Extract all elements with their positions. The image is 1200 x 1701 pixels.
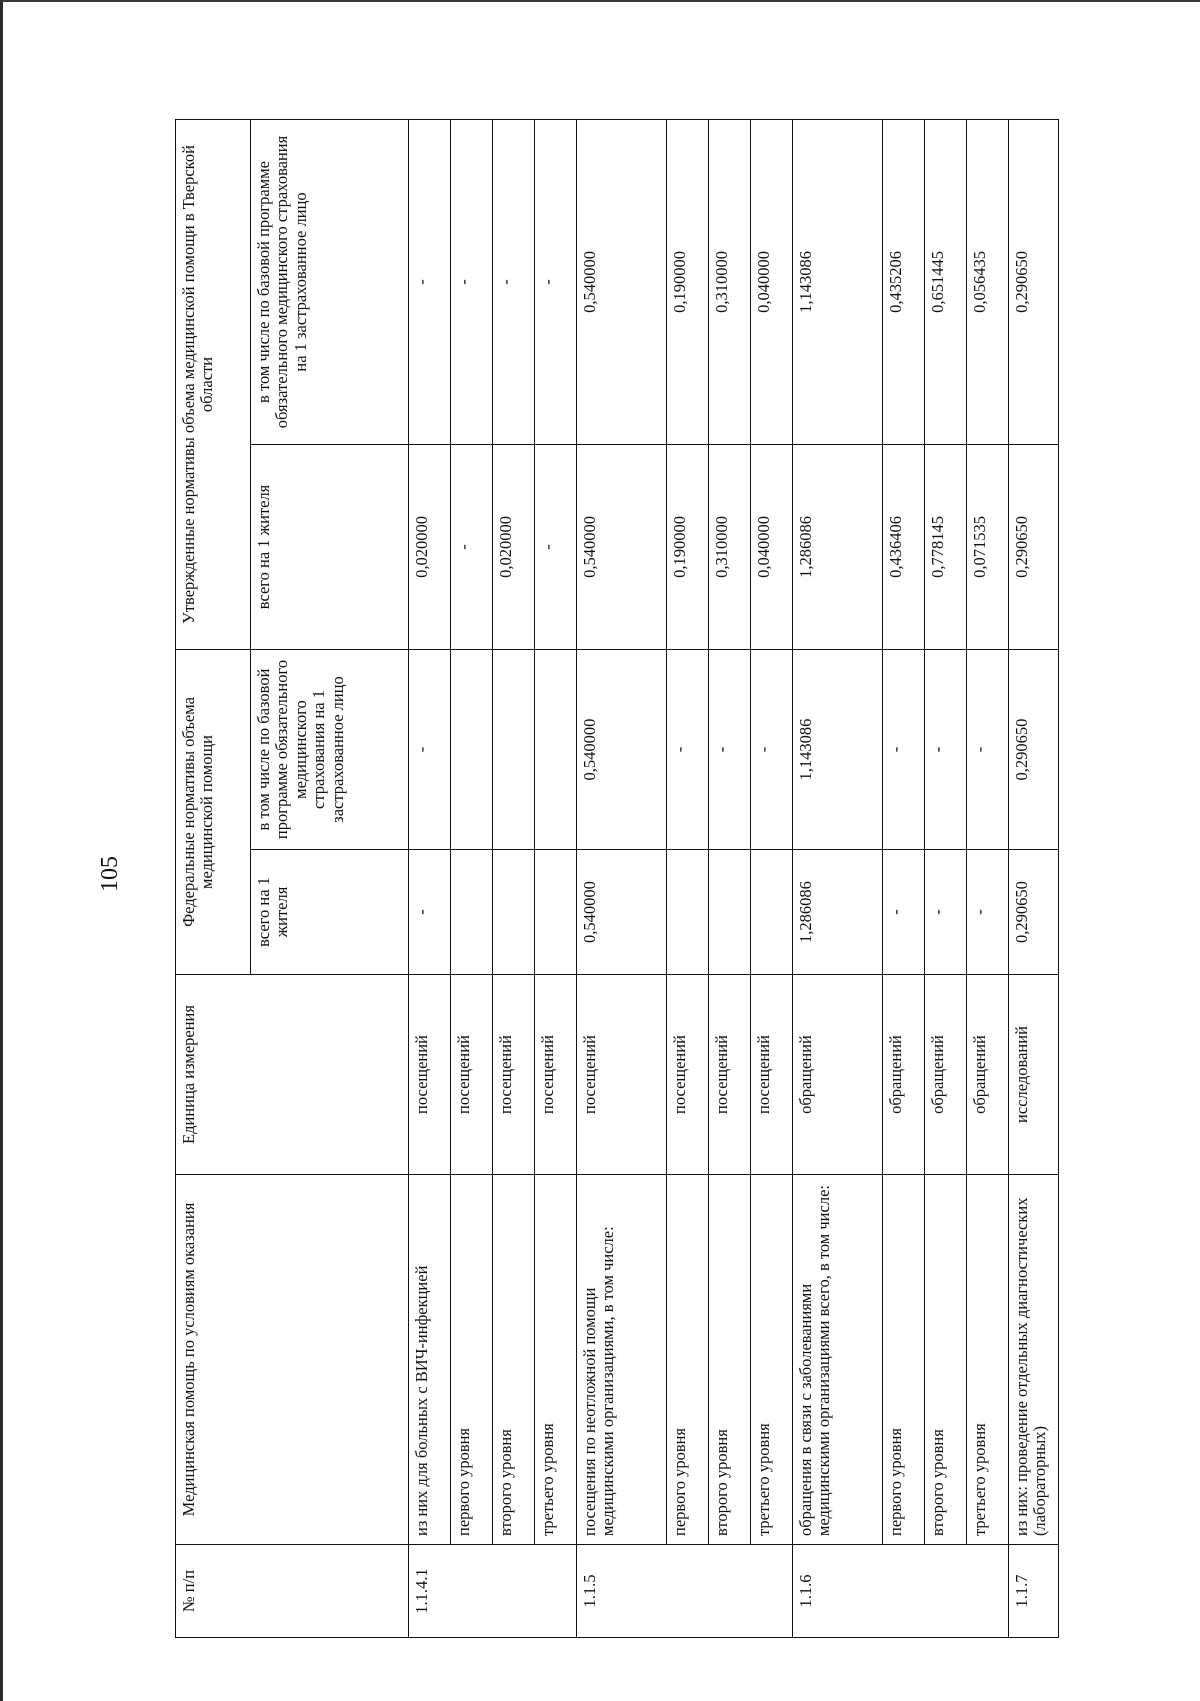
table-row — [493, 119, 535, 1637]
row-fed-oms: - — [667, 649, 709, 849]
row-unit: посещений — [535, 975, 577, 1175]
table-row — [883, 119, 925, 1637]
row-app-oms: 0,540000 — [577, 119, 667, 444]
row-unit: посещений — [667, 975, 709, 1175]
table-row — [709, 119, 751, 1637]
row-fed-oms: 0,290650 — [1009, 649, 1059, 849]
row-fed-oms: - — [883, 649, 925, 849]
table-row — [925, 119, 967, 1637]
row-name: из них для больных с ВИЧ-инфекцией — [409, 1175, 451, 1545]
row-name: из них: проведение отдельных диагностических (лабораторных) — [1009, 1175, 1059, 1545]
row-app-total: 0,540000 — [577, 444, 667, 649]
header-app-total: всего на 1 жителя — [251, 444, 409, 649]
row-unit: исследований — [1009, 975, 1059, 1175]
row-unit: посещений — [577, 975, 667, 1175]
header-fed-total: всего на 1 жителя — [251, 850, 409, 975]
row-app-oms: - — [535, 119, 577, 444]
row-app-total: 0,436406 — [883, 444, 925, 649]
row-app-total: 1,286086 — [793, 444, 883, 649]
row-app-oms: - — [409, 119, 451, 444]
scan-edge-top — [0, 0, 1200, 2]
row-name: второго уровня — [709, 1175, 751, 1545]
row-name: первого уровня — [667, 1175, 709, 1545]
table-row — [1009, 119, 1059, 1637]
row-name: третьего уровня — [751, 1175, 793, 1545]
row-unit: обращений — [967, 975, 1009, 1175]
row-app-oms: - — [451, 119, 493, 444]
table-row — [967, 119, 1009, 1637]
row-fed-oms: - — [409, 649, 451, 849]
row-fed-total — [709, 850, 751, 975]
row-unit: посещений — [709, 975, 751, 1175]
header-app-oms: в том числе по базовой программе обязательного медицинского страхования на 1 застрахованное лицо — [251, 119, 409, 444]
row-app-oms: 0,190000 — [667, 119, 709, 444]
row-app-oms: 0,310000 — [709, 119, 751, 444]
row-unit: обращений — [925, 975, 967, 1175]
row-name: второго уровня — [493, 1175, 535, 1545]
table-row — [751, 119, 793, 1637]
row-unit: посещений — [493, 975, 535, 1175]
row-fed-total — [667, 850, 709, 975]
table-row — [535, 119, 577, 1637]
row-fed-total: - — [925, 850, 967, 975]
header-federal: Федеральные нормативы объема медицинской помощи — [176, 649, 251, 974]
row-name: первого уровня — [883, 1175, 925, 1545]
table-row — [667, 119, 709, 1637]
row-app-oms: 0,056435 — [967, 119, 1009, 444]
header-fed-oms: в том числе по базовой программе обязательного медицинского страхования на 1 застрахованное лицо — [251, 649, 409, 849]
row-name: второго уровня — [925, 1175, 967, 1545]
row-app-total: 0,190000 — [667, 444, 709, 649]
row-unit: посещений — [751, 975, 793, 1175]
row-fed-oms: - — [967, 649, 1009, 849]
row-fed-oms: 0,540000 — [577, 649, 667, 849]
row-fed-oms: - — [751, 649, 793, 849]
row-app-total: 0,040000 — [751, 444, 793, 649]
row-unit: обращений — [793, 975, 883, 1175]
row-num: 1.1.7 — [1009, 1545, 1059, 1638]
row-app-total: - — [535, 444, 577, 649]
page-number: 105 — [97, 856, 123, 892]
rotated-table-container — [175, 120, 1050, 1638]
row-unit: посещений — [409, 975, 451, 1175]
table-row — [409, 119, 451, 1637]
row-app-total: 0,290650 — [1009, 444, 1059, 649]
table-row — [451, 119, 493, 1637]
row-num: 1.1.5 — [577, 1545, 793, 1638]
header-care: Медицинская помощь по условиям оказания — [176, 1175, 409, 1545]
row-num: 1.1.4.1 — [409, 1545, 577, 1638]
row-fed-total: - — [409, 850, 451, 975]
row-app-oms: 0,435206 — [883, 119, 925, 444]
row-app-total: - — [451, 444, 493, 649]
row-unit: посещений — [451, 975, 493, 1175]
row-name: третьего уровня — [967, 1175, 1009, 1545]
row-app-total: 0,778145 — [925, 444, 967, 649]
row-app-total: 0,071535 — [967, 444, 1009, 649]
row-name: обращения в связи с заболеваниями медицинскими организациями всего, в том числе: — [793, 1175, 883, 1545]
row-fed-oms — [535, 649, 577, 849]
row-fed-total: 0,540000 — [577, 850, 667, 975]
row-fed-total — [751, 850, 793, 975]
row-fed-oms — [493, 649, 535, 849]
row-num: 1.1.6 — [793, 1545, 1009, 1638]
row-name: первого уровня — [451, 1175, 493, 1545]
row-fed-total — [535, 850, 577, 975]
row-name: посещения по неотложной помощи медицинскими организациями, в том числе: — [577, 1175, 667, 1545]
row-fed-total — [451, 850, 493, 975]
header-approved: Утвержденные нормативы объема медицинской помощи в Тверской области — [176, 119, 251, 649]
table-body — [409, 119, 1059, 1637]
row-app-total: 0,020000 — [409, 444, 451, 649]
row-fed-total: 0,290650 — [1009, 850, 1059, 975]
row-fed-total — [493, 850, 535, 975]
table-row — [793, 119, 883, 1637]
row-unit: обращений — [883, 975, 925, 1175]
row-fed-total: - — [967, 850, 1009, 975]
row-app-oms: 0,651445 — [925, 119, 967, 444]
row-fed-total: 1,286086 — [793, 850, 883, 975]
scan-edge-left — [0, 0, 3, 1701]
row-fed-oms: 1,143086 — [793, 649, 883, 849]
standards-table — [175, 119, 1059, 1638]
row-fed-total: - — [883, 850, 925, 975]
row-app-total: 0,020000 — [493, 444, 535, 649]
header-num: № п/п — [176, 1545, 409, 1638]
row-fed-oms: - — [709, 649, 751, 849]
row-fed-oms: - — [925, 649, 967, 849]
row-app-oms: - — [493, 119, 535, 444]
row-app-oms: 0,040000 — [751, 119, 793, 444]
row-app-oms: 0,290650 — [1009, 119, 1059, 444]
row-name: третьего уровня — [535, 1175, 577, 1545]
row-app-total: 0,310000 — [709, 444, 751, 649]
row-fed-oms — [451, 649, 493, 849]
table-row — [577, 119, 667, 1637]
row-app-oms: 1,143086 — [793, 119, 883, 444]
header-unit: Единица измерения — [176, 975, 409, 1175]
